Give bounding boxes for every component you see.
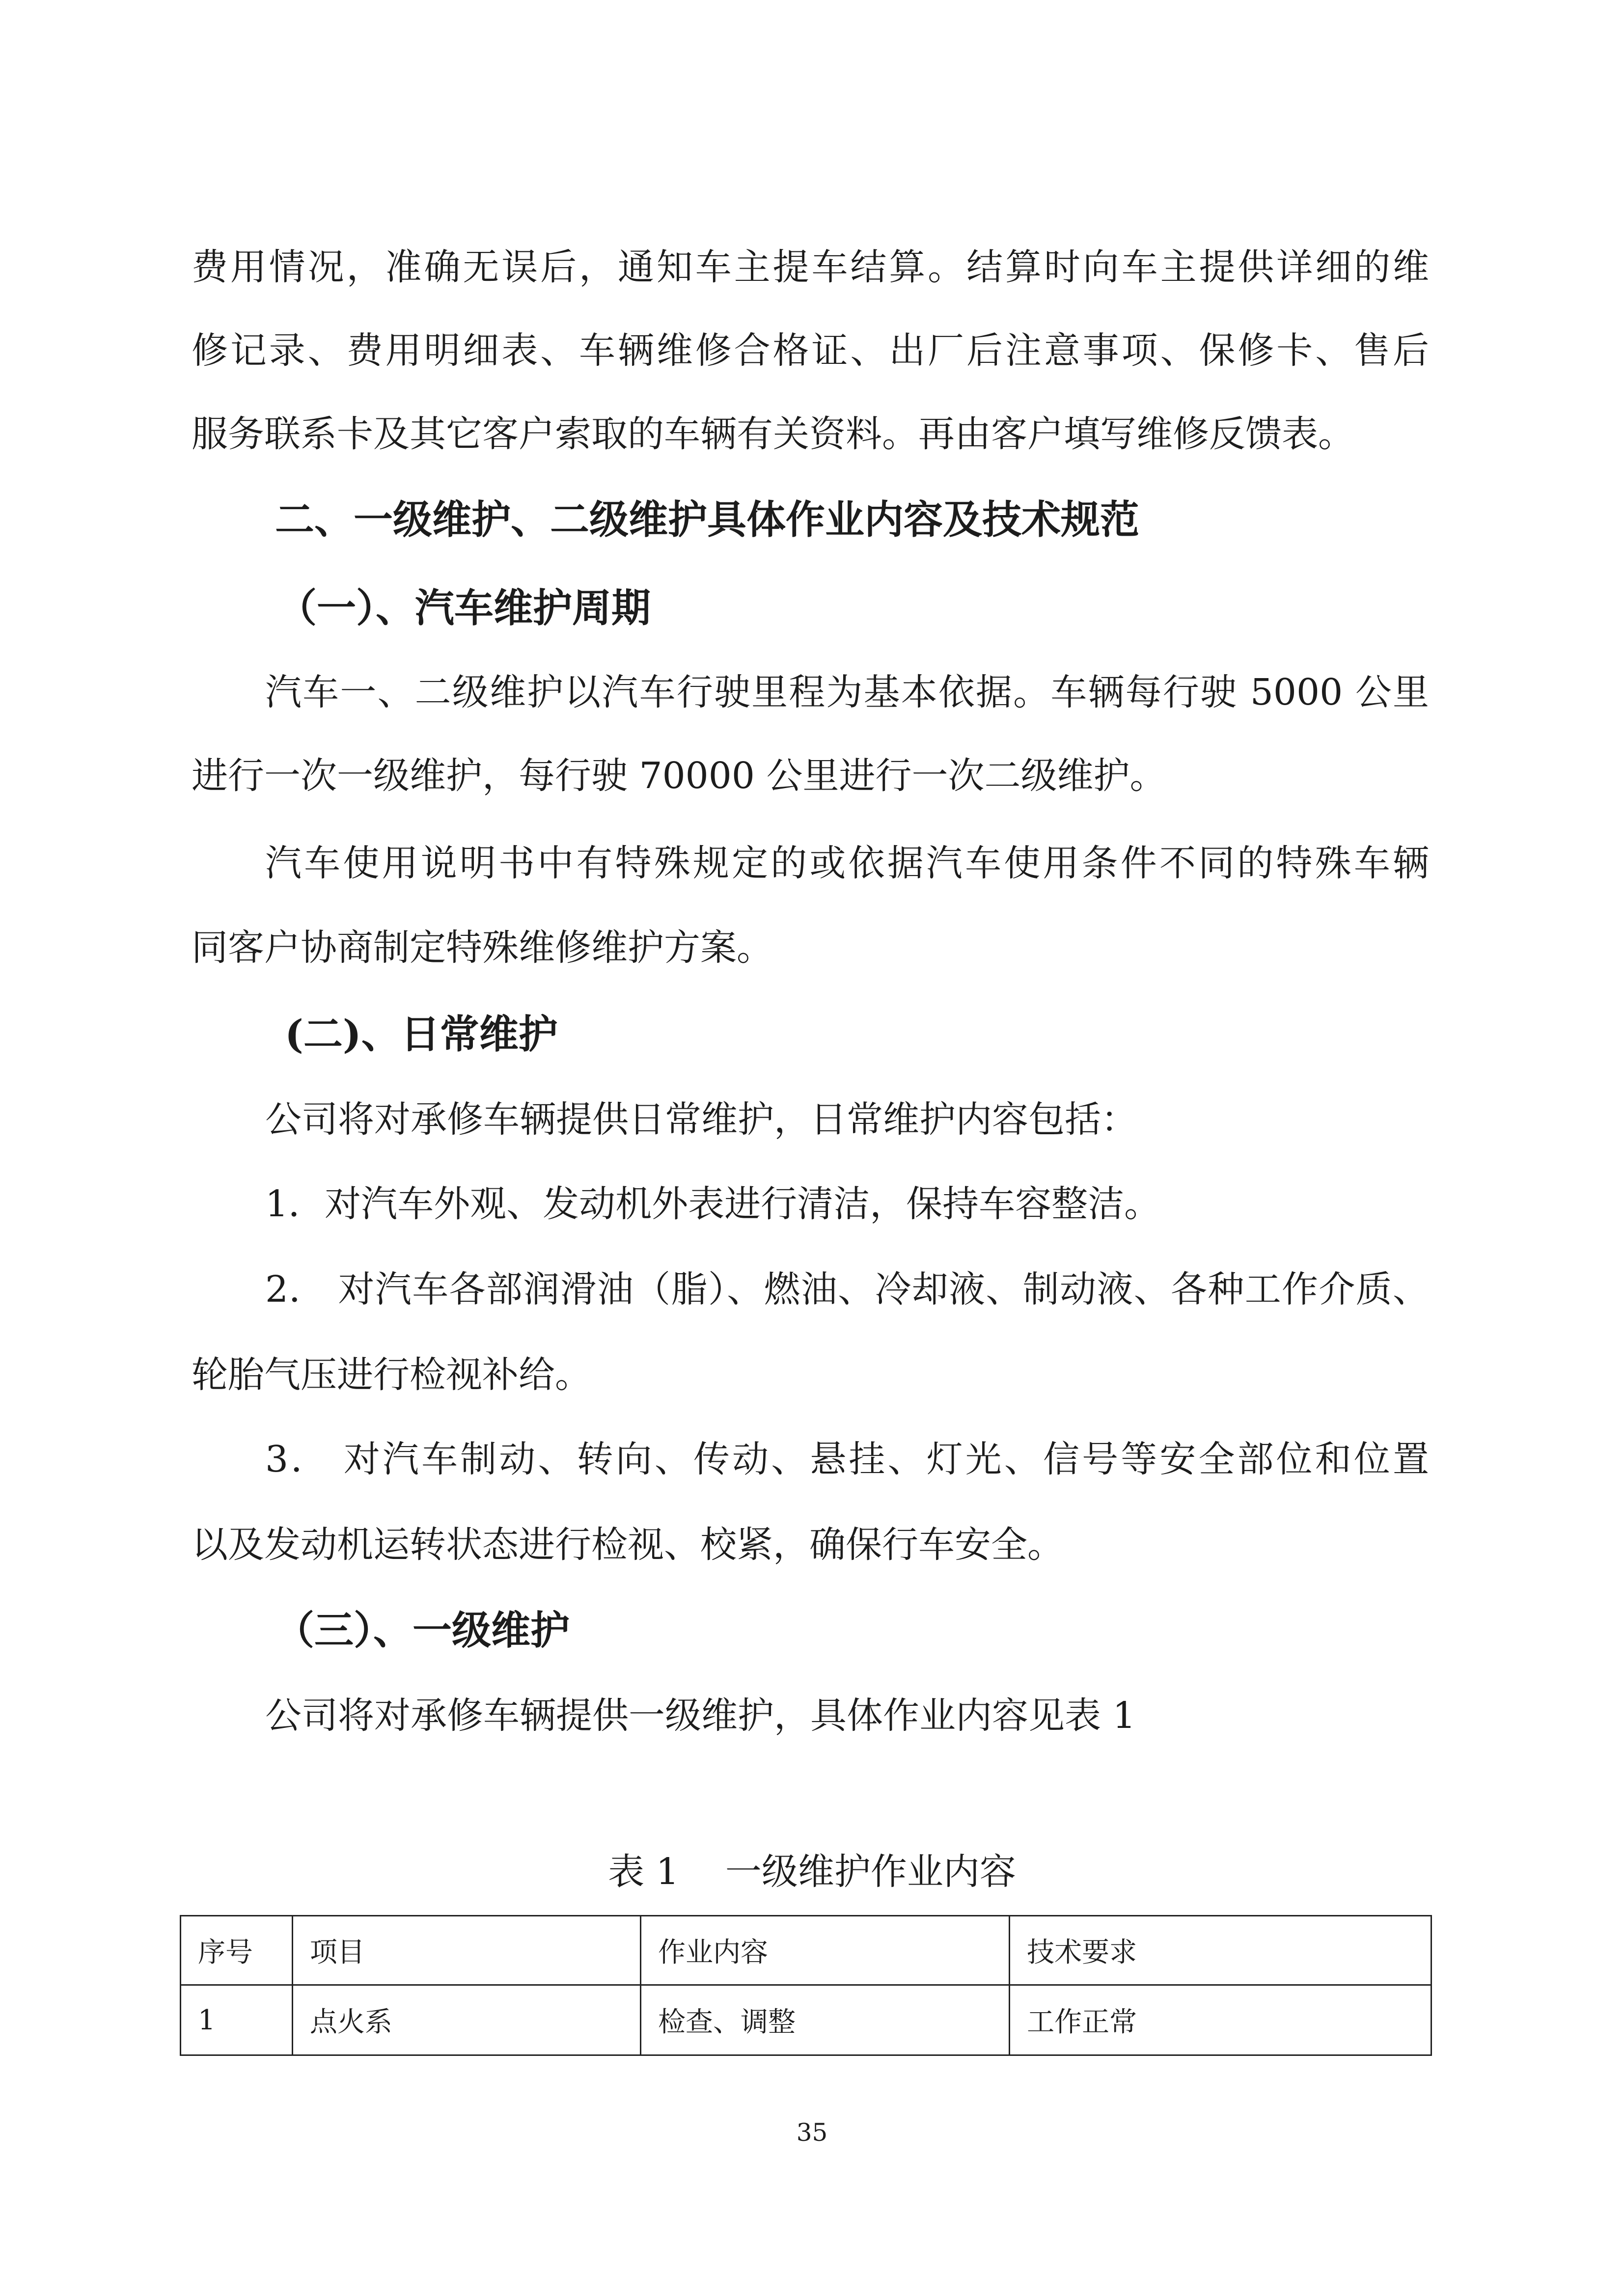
paragraph-line: 同客户协商制定特殊维修维护方案。 bbox=[192, 927, 773, 969]
paragraph-line: 公司将对承修车辆提供一级维护，具体作业内容见表 1 bbox=[265, 1695, 1136, 1737]
table-cell: 1 bbox=[181, 1985, 293, 2055]
table-cell: 工作正常 bbox=[1010, 1985, 1431, 2055]
paragraph-line: 进行一次一级维护，每行驶 70000 公里进行一次二级维护。 bbox=[192, 755, 1166, 797]
list-item: 3． 对汽车制动、转向、传动、悬挂、灯光、信号等安全部位和位置 bbox=[265, 1438, 1429, 1480]
table-header-row bbox=[181, 1916, 1431, 1985]
table-header-cell: 序号 bbox=[181, 1916, 293, 1985]
subsection-heading: (二)、日常维护 bbox=[285, 1011, 558, 1057]
table-cell: 点火系 bbox=[292, 1985, 640, 2055]
paragraph-line: 服务联系卡及其它客户索取的车辆有关资料。再由客户填写维修反馈表。 bbox=[192, 413, 1354, 455]
subsection-heading: （一）、汽车维护周期 bbox=[277, 585, 651, 631]
section-heading: 二、一级维护、二级维护具体作业内容及技术规范 bbox=[275, 496, 1139, 543]
table-header-cell: 技术要求 bbox=[1010, 1916, 1431, 1985]
list-item: 2． 对汽车各部润滑油（脂）、燃油、冷却液、制动液、各种工作介质、 bbox=[265, 1268, 1429, 1311]
list-item-continuation: 以及发动机运转状态进行检视、校紧，确保行车安全。 bbox=[192, 1524, 1064, 1566]
list-item: 1．对汽车外观、发动机外表进行清洁，保持车容整洁。 bbox=[265, 1183, 1161, 1225]
table-header-cell: 项目 bbox=[292, 1916, 640, 1985]
list-item-continuation: 轮胎气压进行检视补给。 bbox=[192, 1354, 591, 1396]
table-cell: 检查、调整 bbox=[640, 1985, 1009, 2055]
table-header-cell: 作业内容 bbox=[640, 1916, 1009, 1985]
paragraph-line: 费用情况，准确无误后，通知车主提车结算。结算时向车主提供详细的维 bbox=[192, 246, 1429, 288]
table-caption: 表 1 一级维护作业内容 bbox=[608, 1851, 1016, 1893]
page-number: 35 bbox=[796, 2118, 828, 2147]
table-row bbox=[181, 1985, 1431, 2055]
subsection-heading: （三）、一级维护 bbox=[275, 1607, 570, 1653]
paragraph-line: 汽车使用说明书中有特殊规定的或依据汽车使用条件不同的特殊车辆 bbox=[265, 842, 1429, 884]
paragraph-line: 汽车一、二级维护以汽车行驶里程为基本依据。车辆每行驶 5000 公里 bbox=[265, 671, 1429, 713]
paragraph-line: 修记录、费用明细表、车辆维修合格证、出厂后注意事项、保修卡、售后 bbox=[192, 329, 1429, 372]
paragraph-line: 公司将对承修车辆提供日常维护，日常维护内容包括： bbox=[265, 1098, 1137, 1141]
maintenance-table bbox=[180, 1915, 1432, 2056]
